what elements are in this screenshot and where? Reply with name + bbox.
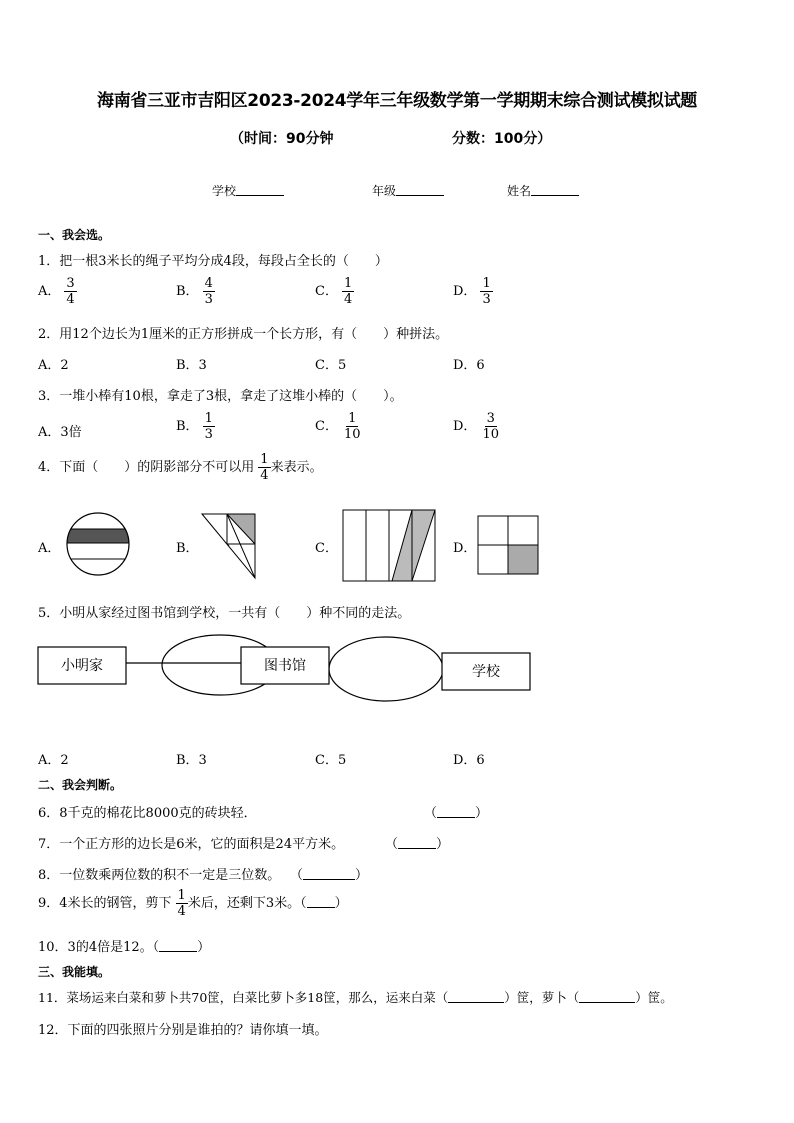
- q5-option-a[interactable]: A．2: [38, 753, 69, 768]
- q6-answer[interactable]: （ ）: [424, 806, 489, 821]
- fraction: $\frac{1}{4}$: [343, 276, 353, 307]
- fraction: $\frac{1}{4}$: [260, 452, 269, 483]
- q3-option-c[interactable]: [315, 411, 363, 442]
- option-label: D．: [453, 419, 477, 434]
- option-label: B．: [176, 284, 199, 299]
- q11-cabbage-blank[interactable]: [448, 990, 504, 1003]
- q7-answer[interactable]: （ ）: [385, 837, 450, 852]
- q3-option-a[interactable]: A．3倍: [38, 425, 82, 440]
- q5-route-diagram: [36, 632, 534, 704]
- grade-label: 年级: [372, 184, 397, 198]
- fraction: $\frac{3}{10}$: [482, 411, 499, 442]
- fraction: $\frac{1}{3}$: [482, 276, 491, 307]
- q12-text: 12．下面的四张照片分别是谁拍的？请你填一填。: [38, 1023, 328, 1038]
- q11-radish-blank[interactable]: [579, 990, 635, 1003]
- fraction: $\frac{1}{4}$: [177, 888, 186, 919]
- q5-option-c[interactable]: C．5: [315, 753, 347, 768]
- q9-answer[interactable]: （ ）: [300, 896, 348, 911]
- q2-option-c[interactable]: C．5: [315, 358, 347, 373]
- fraction: $\frac{4}{3}$: [204, 276, 213, 307]
- q4-figure-d: [477, 515, 539, 575]
- q7-text: 7．一个正方形的边长是6米，它的面积是24平方米。: [38, 837, 345, 852]
- q6-text: 6．8千克的棉花比8000克的砖块轻．: [38, 806, 257, 821]
- q1-option-b[interactable]: [176, 276, 215, 307]
- q4-option-d-label[interactable]: D．: [453, 541, 477, 556]
- q9-text-before: 9．4米长的钢管，剪下: [38, 896, 172, 911]
- q2-text: 2．用12个边长为1厘米的正方形拼成一个长方形，有（ ）种拼法。: [38, 327, 449, 342]
- q11-text: 11．菜场运来白菜和萝卜共70筐，白菜比萝卜多18筐，那么，运来白菜（ ）筐，萝卜（ ）筐。: [38, 990, 673, 1005]
- page-title: 海南省三亚市吉阳区2023-2024学年三年级数学第一学期期末综合测试模拟试题: [97, 91, 697, 111]
- name-blank[interactable]: [531, 183, 579, 196]
- option-label: D．: [453, 284, 477, 299]
- option-label: B．: [176, 419, 199, 434]
- section-1-heading: 一、我会选。: [38, 228, 111, 242]
- time-info: （时间：90分钟: [230, 131, 334, 147]
- fraction: $\frac{1}{10}$: [343, 411, 361, 442]
- q5-option-b[interactable]: B．3: [176, 753, 207, 768]
- q2-option-b[interactable]: B．3: [176, 358, 207, 373]
- q4-text: [38, 452, 323, 483]
- q9-text: [38, 888, 348, 919]
- q4-option-a-label[interactable]: A．: [38, 541, 61, 556]
- section-2-heading: 二、我会判断。: [38, 778, 123, 792]
- fraction: $\frac{3}{4}$: [66, 276, 75, 307]
- q1-text: 1．把一根3米长的绳子平均分成4段，每段占全长的（ ）: [38, 254, 388, 269]
- q8-answer[interactable]: （ ）: [290, 868, 369, 883]
- fraction: $\frac{1}{3}$: [204, 411, 213, 442]
- q10-answer[interactable]: （ ）: [152, 940, 211, 955]
- q3-text: 3．一堆小棒有10根，拿走了3根，拿走了这堆小棒的（ ）。: [38, 389, 403, 404]
- q2-option-a[interactable]: A．2: [38, 358, 69, 373]
- score-info: 分数：100分）: [452, 131, 552, 147]
- grade-field: [372, 182, 444, 199]
- library-label: 图书馆: [264, 658, 306, 674]
- q4-option-b-label[interactable]: B．: [176, 541, 199, 556]
- q9-text-after: 米后，还剩下3米。: [187, 896, 301, 911]
- school-blank[interactable]: [236, 183, 284, 196]
- q8-text: 8．一位数乘两位数的积不一定是三位数。: [38, 868, 281, 883]
- school-field: [212, 182, 284, 199]
- grade-blank[interactable]: [396, 183, 444, 196]
- q5-text: 5．小明从家经过图书馆到学校，一共有（ ）种不同的走法。: [38, 606, 411, 621]
- q3-option-b[interactable]: [176, 411, 215, 442]
- q10-text: 10．3的4倍是12。（ ）: [38, 940, 211, 955]
- section-3-heading: 三、我能填。: [38, 965, 111, 979]
- q4-figure-b: [200, 512, 258, 580]
- q2-option-d[interactable]: D．6: [453, 358, 485, 373]
- q4-text-before: 4．下面（ ）的阴影部分不可以用: [38, 460, 255, 475]
- q3-option-d[interactable]: [453, 411, 501, 442]
- option-label: A．: [38, 284, 61, 299]
- q1-option-c[interactable]: [315, 276, 354, 307]
- school-label: 学校: [212, 184, 237, 198]
- q4-option-c-label[interactable]: C．: [315, 541, 338, 556]
- option-label: C．: [315, 419, 338, 434]
- q1-option-d[interactable]: [453, 276, 493, 307]
- school-label: 学校: [472, 664, 500, 680]
- q4-text-after: 来表示。: [270, 460, 323, 475]
- q4-figure-a: [66, 512, 132, 578]
- q5-option-d[interactable]: D．6: [453, 753, 485, 768]
- home-label: 小明家: [61, 658, 103, 674]
- q1-option-a[interactable]: [38, 276, 77, 307]
- name-field: [507, 182, 579, 199]
- name-label: 姓名: [507, 184, 532, 198]
- option-label: C．: [315, 284, 338, 299]
- q4-figure-c: [342, 509, 436, 583]
